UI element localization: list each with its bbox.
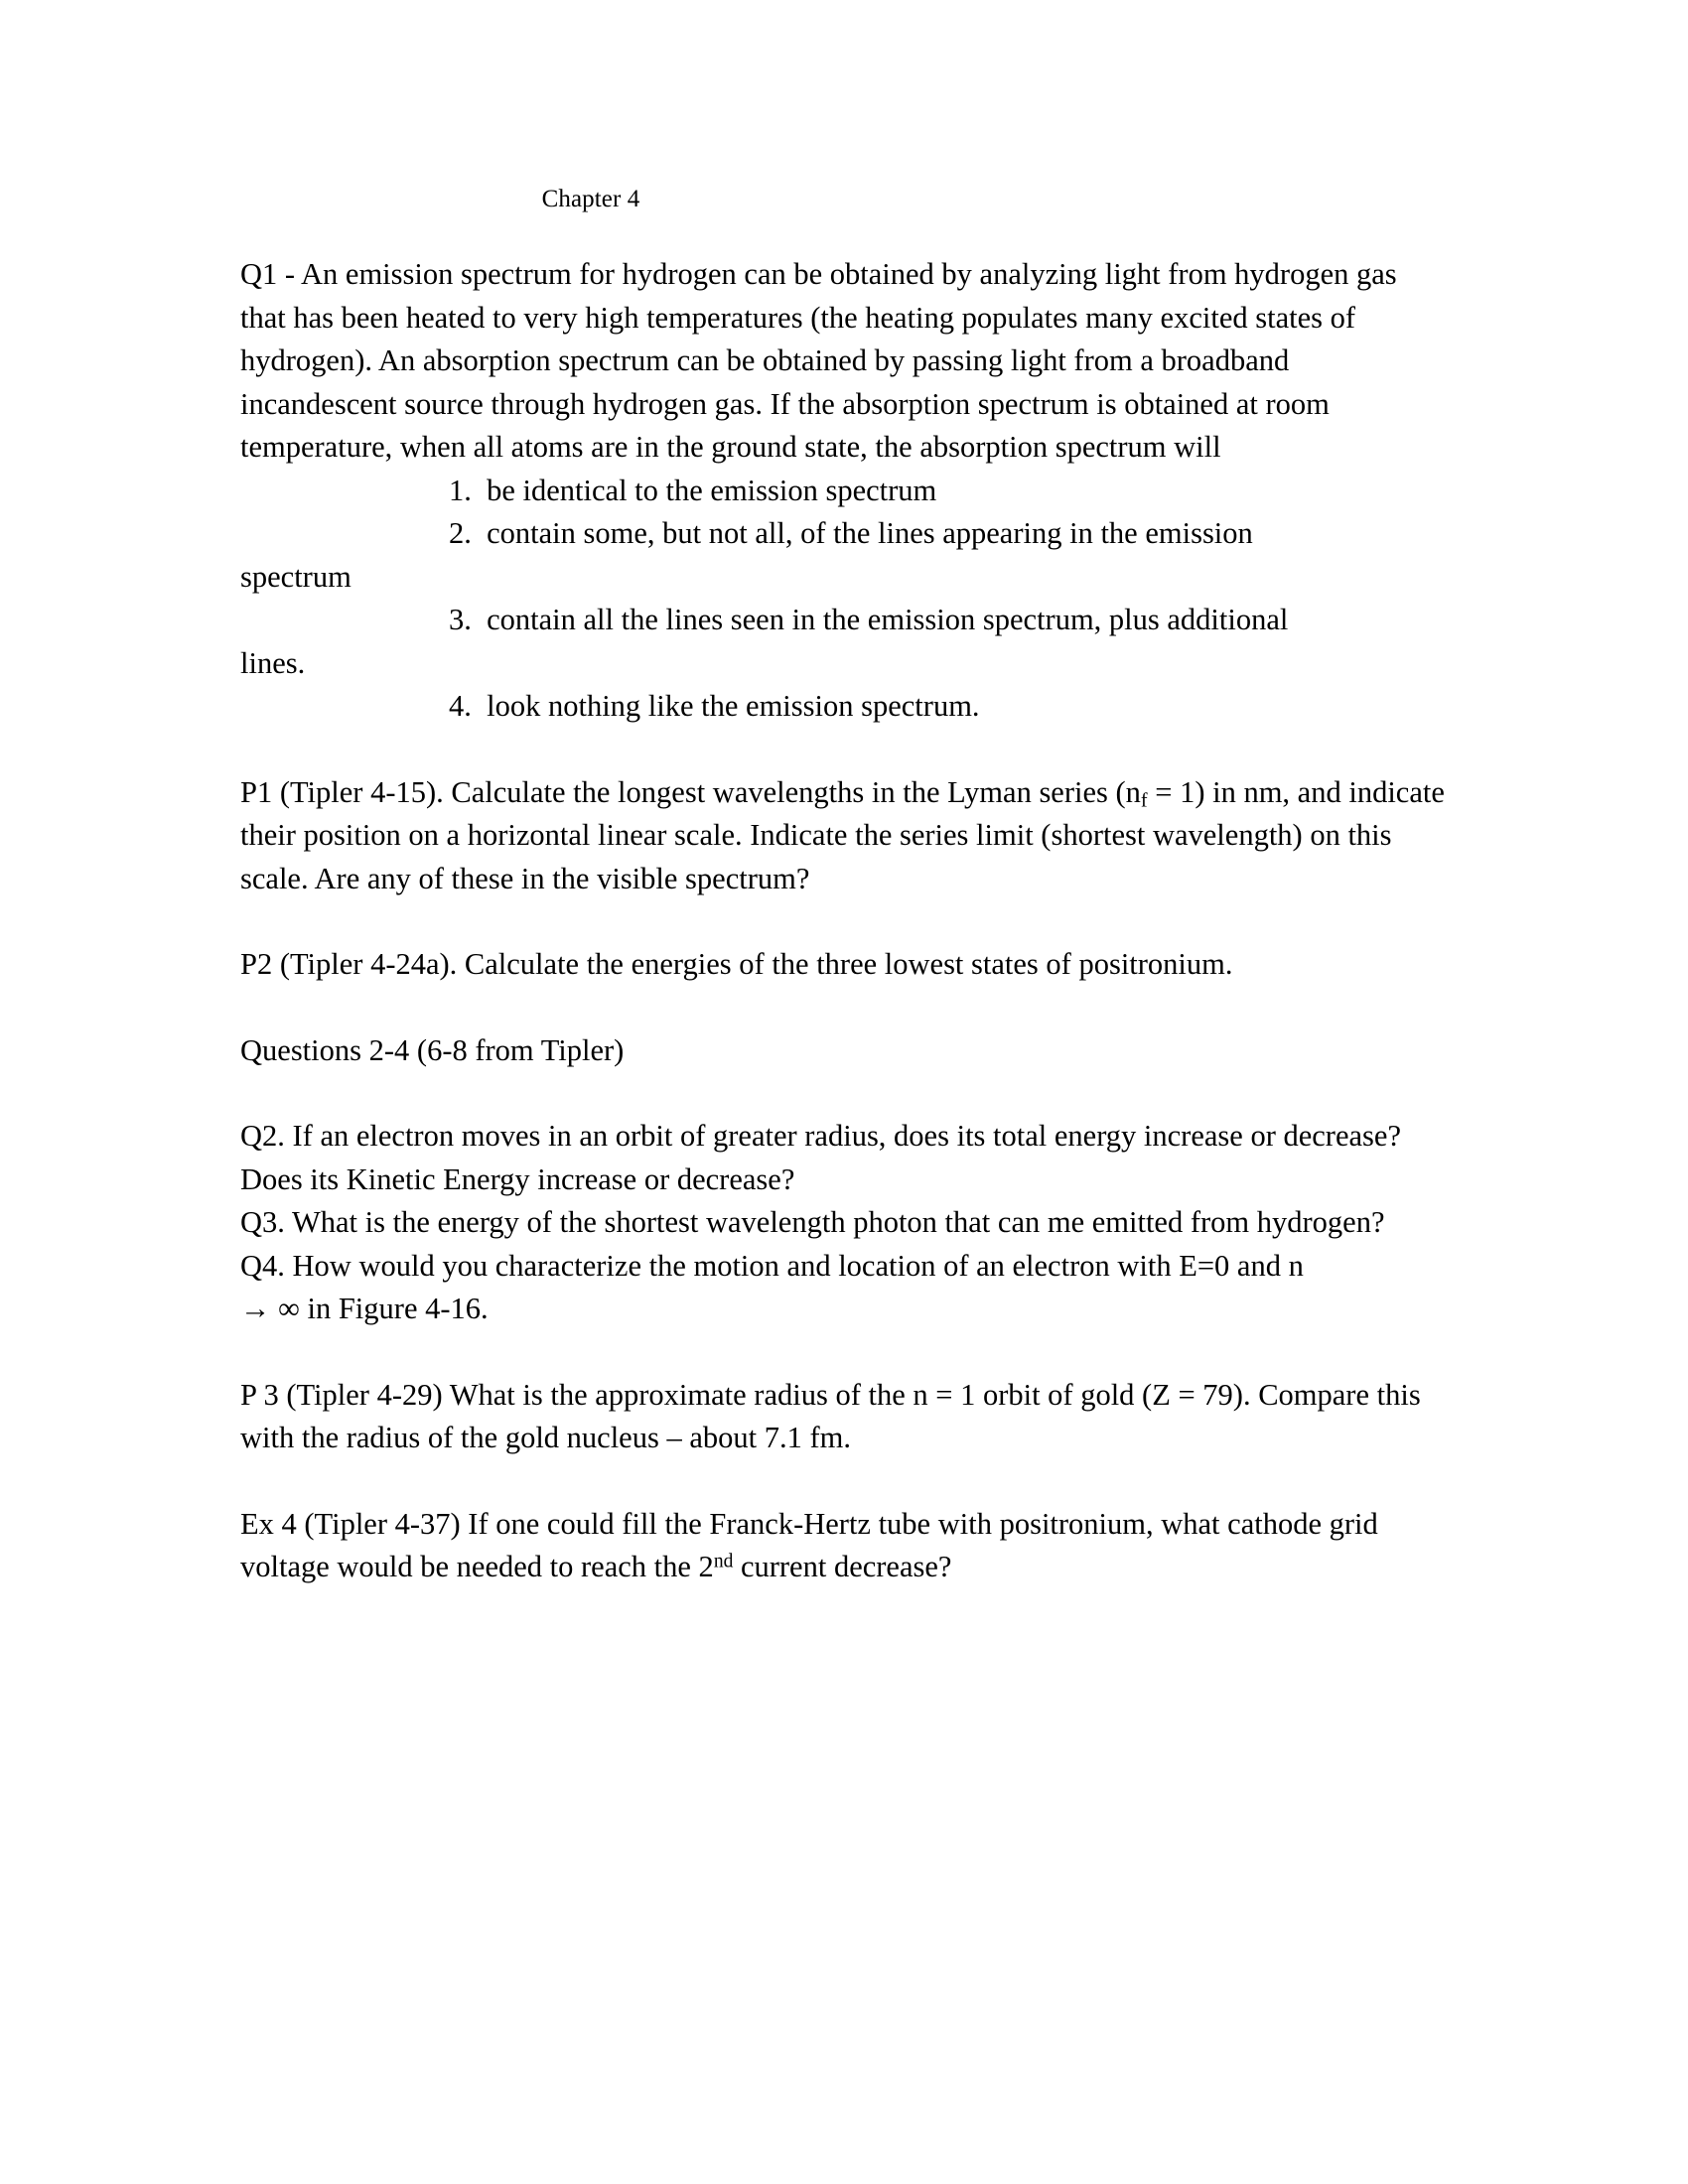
- spacer: [240, 1331, 1447, 1374]
- q1-option-2-number: 2.: [449, 516, 472, 550]
- problem-p1: [240, 771, 1447, 901]
- q1-option-2-overflow: spectrum: [240, 559, 352, 594]
- q4-limit-expression: [240, 1292, 300, 1325]
- spacer: [240, 1072, 1447, 1115]
- spacer: [240, 729, 1447, 771]
- question-q1-stem: Q1 - An emission spectrum for hydrogen can be obtained by analyzing light from hydrogen gas that has been heated to very high temperatures (the heating populates many excited states of hydrogen). An absorption spectrum can be obtained by passing light from a broadband incandescent source through hydrogen gas. If the absorption spectrum is obtained at room temperature, when all atoms are in the ground state, the absorption spectrum will: [240, 257, 1397, 464]
- q1-option-2: [240, 512, 1447, 556]
- q1-option-3-overflow: lines.: [240, 645, 306, 680]
- q1-option-1: [240, 470, 1447, 513]
- document-body: [240, 253, 1447, 1589]
- infinity-icon: ∞: [278, 1292, 300, 1325]
- problem-p1-text-after-subscript: = 1) in nm, and indicate their position on a horizontal linear scale. Indicate the series limit (shortest wavelength) on this scale. Are any of these in the visible spectrum?: [240, 774, 1445, 895]
- exercise-ex4-text-before-superscript: Ex 4 (Tipler 4-37) If one could fill the Franck-Hertz tube with positronium, what cathode grid voltage would be needed to reach the 2: [240, 1506, 1378, 1583]
- questions-section-heading: Questions 2-4 (6-8 from Tipler): [240, 1032, 625, 1067]
- page-header-chapter-title: Chapter 4: [541, 186, 640, 212]
- question-q3: Q3. What is the energy of the shortest wavelength photon that can me emitted from hydrogen?: [240, 1205, 1385, 1239]
- spacer: [240, 1460, 1447, 1503]
- q1-option-2-label: contain some, but not all, of the lines appearing in the emission: [487, 516, 1253, 550]
- q1-options-list: [240, 470, 1447, 729]
- q1-option-4-number: 4.: [449, 689, 472, 723]
- exercise-ex4: [240, 1503, 1447, 1589]
- spacer: [240, 900, 1447, 943]
- question-q4-line1: Q4. How would you characterize the motion and location of an electron with E=0 and n: [240, 1248, 1304, 1283]
- spacer: [240, 987, 1447, 1029]
- exercise-ex4-text-after-superscript: current decrease?: [733, 1550, 952, 1583]
- subscript-f: f: [1140, 788, 1148, 811]
- superscript-nd: nd: [713, 1551, 734, 1572]
- problem-p2: P2 (Tipler 4-24a). Calculate the energies of the three lowest states of positronium.: [240, 947, 1233, 981]
- problem-p3: P 3 (Tipler 4-29) What is the approximate radius of the n = 1 orbit of gold (Z = 79). Compare this with the radius of the gold nucleus – about 7.1 fm.: [240, 1377, 1421, 1454]
- q1-option-4: [240, 685, 1447, 729]
- question-q4-line2-tail: in Figure 4-16.: [299, 1292, 489, 1325]
- q1-option-4-label: look nothing like the emission spectrum.: [487, 689, 980, 723]
- question-q4: [240, 1245, 1447, 1331]
- q1-option-1-number: 1.: [449, 473, 472, 507]
- q1-option-3-label: contain all the lines seen in the emission spectrum, plus additional: [487, 603, 1289, 636]
- q1-option-1-label: be identical to the emission spectrum: [487, 473, 937, 507]
- q1-option-3: [240, 599, 1447, 642]
- right-arrow-icon: →: [240, 1292, 271, 1325]
- q1-option-3-number: 3.: [449, 603, 472, 636]
- question-q2: Q2. If an electron moves in an orbit of greater radius, does its total energy increase or decrease? Does its Kinetic Energy increase or decrease?: [240, 1119, 1401, 1196]
- problem-p1-text-before-subscript: P1 (Tipler 4-15). Calculate the longest wavelengths in the Lyman series (n: [240, 774, 1141, 809]
